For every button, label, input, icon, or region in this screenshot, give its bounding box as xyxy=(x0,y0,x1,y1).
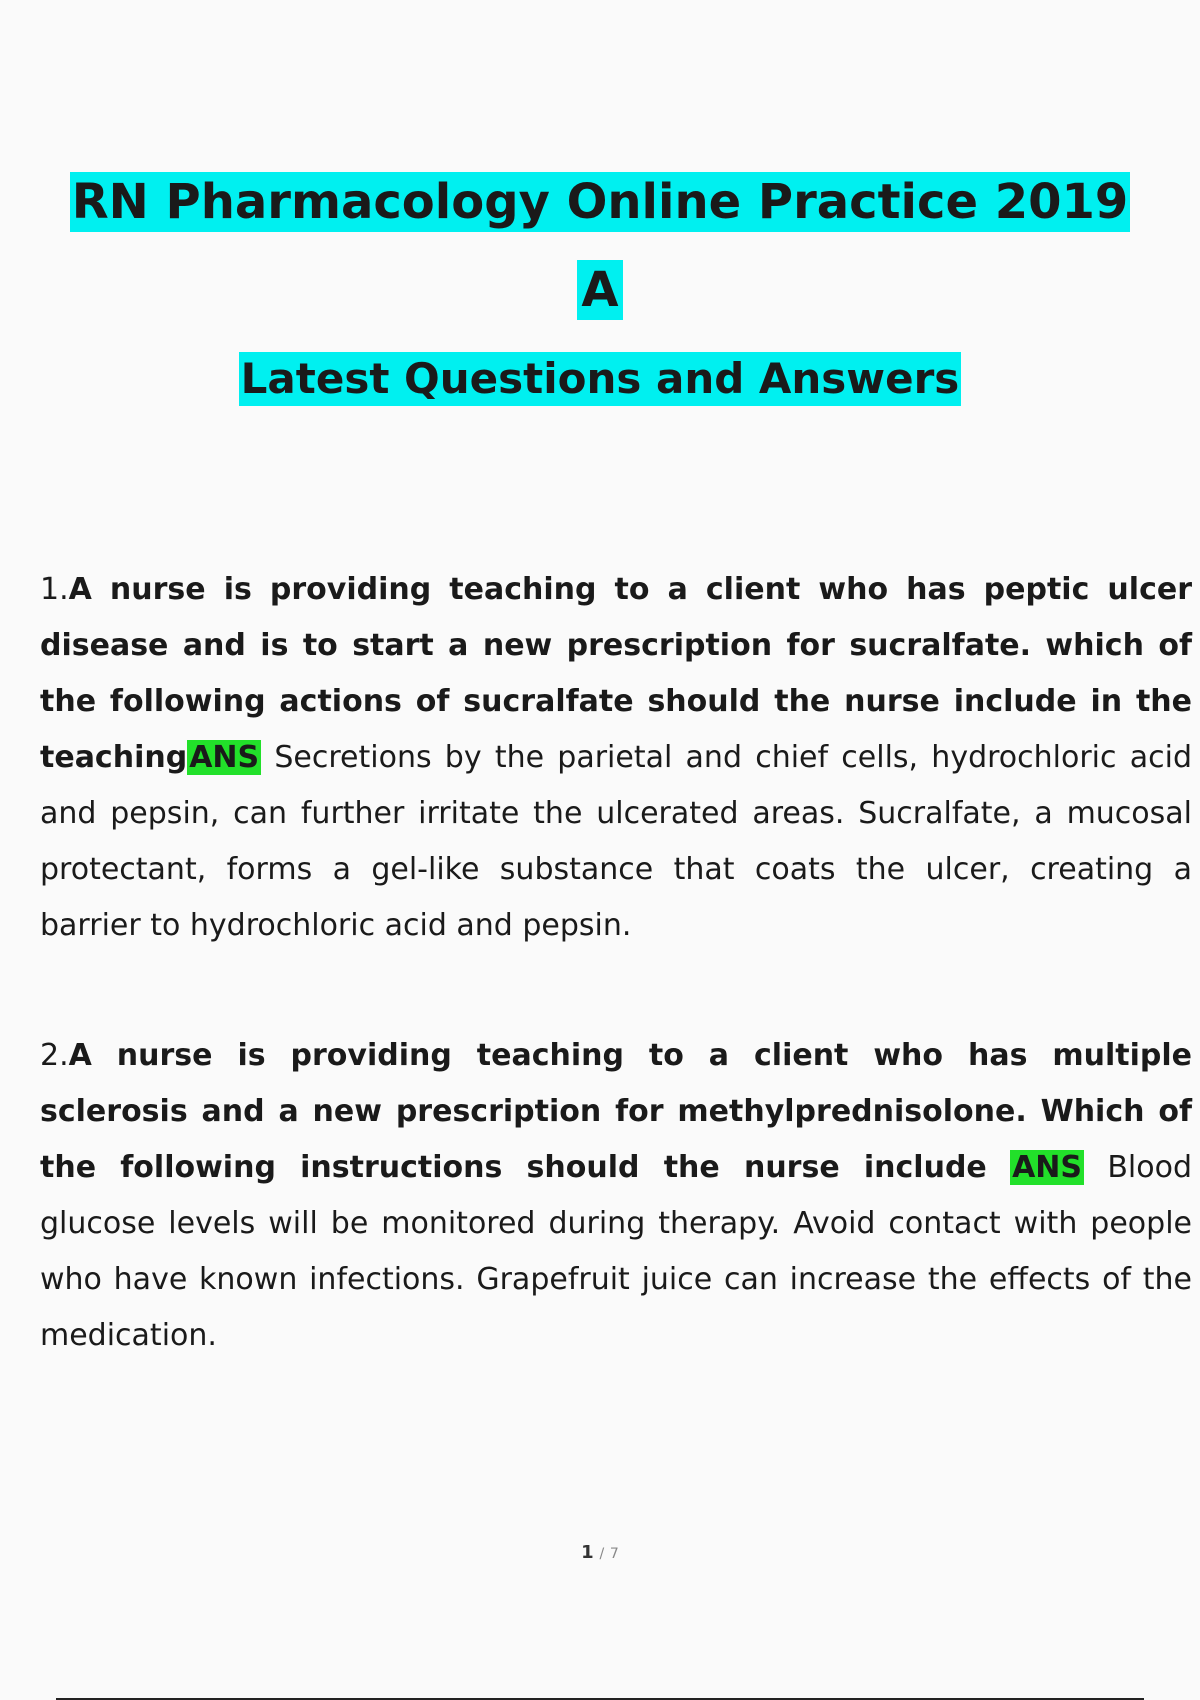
answer-label: ANS xyxy=(189,740,260,775)
answer-text: Secretions by the parietal and chief cells, hydrochloric acid and pepsin, can further irritate the ulcerated areas. Sucralfate, a mucosal protectant, forms a gel-like substance that coats the ulcer, creating a barrier to hydrochloric acid and pepsin. xyxy=(40,740,1192,943)
current-page: 1 xyxy=(581,1542,594,1563)
title-line-3: Latest Questions and Answers xyxy=(239,352,962,406)
question-text: A nurse is providing teaching to a client who has multiple sclerosis and a new prescription for methylprednisolone. Which of the following instructions should the nurse include xyxy=(40,1038,1192,1185)
page-indicator xyxy=(0,1542,1200,1563)
question-text: A nurse is providing teaching to a client who has peptic ulcer disease and is to start a new prescription for sucralfate. which of the following actions of sucralfate should the nurse include in the teaching xyxy=(40,572,1192,775)
question-item-1 xyxy=(40,562,1192,954)
answer-text: Blood glucose levels will be monitored during therapy. Avoid contact with people who have known infections. Grapefruit juice can increase the effects of the medication. xyxy=(40,1150,1193,1353)
question-item-2 xyxy=(40,1028,1192,1364)
answer-label: ANS xyxy=(1012,1150,1083,1185)
question-number: 2. xyxy=(40,1038,69,1073)
question-number: 1. xyxy=(40,572,69,607)
title-line-2: A xyxy=(577,260,622,320)
page-separator: / xyxy=(599,1546,605,1562)
total-pages: 7 xyxy=(609,1546,619,1562)
document-title xyxy=(0,172,1200,406)
title-line-1: RN Pharmacology Online Practice 2019 xyxy=(71,174,1129,230)
